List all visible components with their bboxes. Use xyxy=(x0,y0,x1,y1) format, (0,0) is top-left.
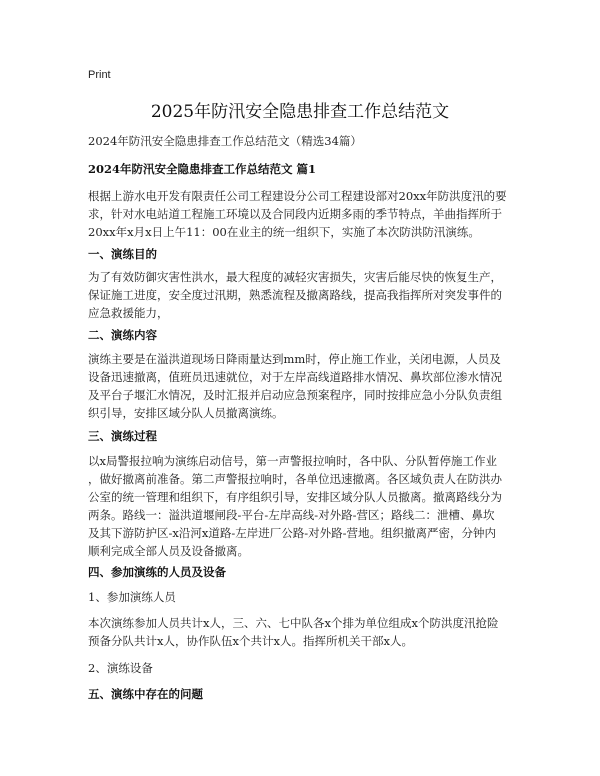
process-line: 以x局警报拉响为演练启动信号，第一声警报拉响时，各中队、分队暂停施工作业 xyxy=(88,454,497,468)
subheading-equipment: 2、演练设备 xyxy=(88,661,153,675)
document-subtitle: 2024年防汛安全隐患排查工作总结范文（精选34篇） xyxy=(88,134,362,148)
personnel-line: 预备分队共计x人，协作队伍x个共计x人。指挥所机关干部x人。 xyxy=(88,634,413,648)
content-line: 演练主要是在溢洪道现场日降雨量达到mm时，停止施工作业，关闭电源，人员及 xyxy=(88,352,501,366)
content-line: 设备迅速撤离，值班员迅速就位，对于左岸高线道路排水情况、鼻坎部位渗水情况 xyxy=(88,370,502,384)
process-line: 公室的统一管理和组织下，有序组织引导，安排区域分队人员撤离。撤离路线分为 xyxy=(88,490,502,504)
article-heading: 2024年防汛安全隐患排查工作总结范文 篇1 xyxy=(88,162,317,176)
process-line: 顺利完成全部人员及设备撤离。 xyxy=(88,544,249,558)
content-line: 及平台子堰汇水情况，及时汇报并启动应急预案程序，同时按排应急小分队负责组 xyxy=(88,388,502,402)
personnel-line: 本次演练参加人员共计x人，三、六、七中队各x个排为单位组成x个防洪度汛抢险 xyxy=(88,616,499,630)
purpose-line: 保证施工进度，安全度过汛期，熟悉流程及撤离路线，提高我指挥所对突发事件的 xyxy=(88,288,502,302)
intro-line: 20xx年x月x日上午11：00在业主的统一组织下，实施了本次防洪防汛演练。 xyxy=(88,225,480,239)
subheading-personnel: 1、参加演练人员 xyxy=(88,590,176,604)
section-heading-purpose: 一、演练目的 xyxy=(88,247,157,261)
intro-line: 求，针对水电站道工程施工环境以及合同段内近期多雨的季节特点，羊曲指挥所于 xyxy=(88,207,502,221)
process-line: 及其下游防护区-x沿河x道路-左岸进厂公路-对外路-营地。组织撤离严密，分钟内 xyxy=(88,526,497,540)
print-label[interactable]: Print xyxy=(88,69,111,81)
process-line: ，做好撤离前准备。第二声警报拉响时，各单位迅速撤离。各区域负责人在防洪办 xyxy=(88,472,502,486)
intro-paragraph xyxy=(88,187,518,241)
section-heading-problems: 五、演练中存在的问题 xyxy=(88,687,203,701)
section-heading-content: 二、演练内容 xyxy=(88,328,157,342)
personnel-paragraph xyxy=(88,614,518,650)
purpose-line: 应急救援能力， xyxy=(88,306,169,320)
page-title: 2025年防汛安全隐患排查工作总结范文 xyxy=(150,102,450,122)
process-line: 两条。路线一：溢洪道堰闸段-平台-左岸高线-对外路-营区；路线二：泄槽、鼻坎 xyxy=(88,508,495,522)
content-paragraph xyxy=(88,350,518,422)
purpose-paragraph xyxy=(88,268,518,322)
purpose-line: 为了有效防御灾害性洪水，最大程度的减轻灾害损失，灾害后能尽快的恢复生产， xyxy=(88,270,502,284)
content-line: 织引导，安排区域分队人员撤离演练。 xyxy=(88,406,284,420)
intro-line: 根据上游水电开发有限责任公司工程建设分公司工程建设部对20xx年防洪度汛的要 xyxy=(88,189,507,203)
section-heading-process: 三、演练过程 xyxy=(88,429,157,443)
process-paragraph xyxy=(88,452,518,560)
section-heading-personnel: 四、参加演练的人员及设备 xyxy=(88,565,226,579)
